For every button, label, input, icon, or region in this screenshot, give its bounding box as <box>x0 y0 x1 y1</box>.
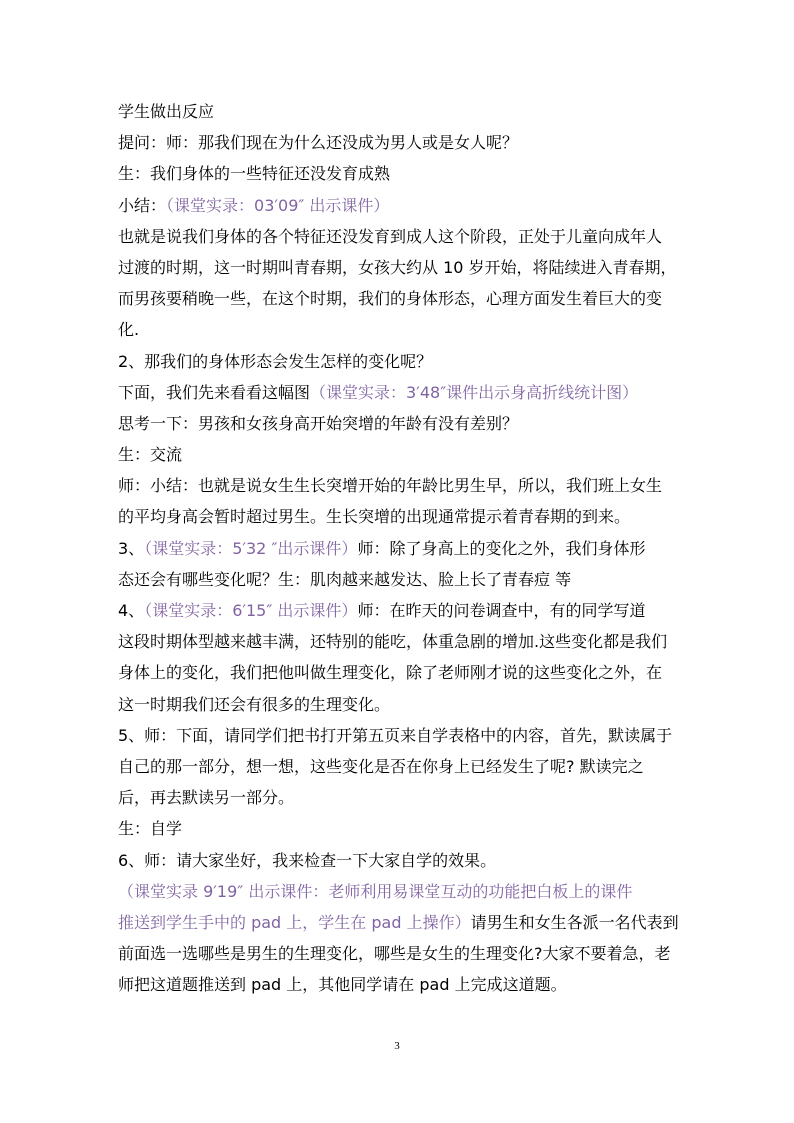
line-text: 下面，我们先来看看这幅图 <box>118 382 311 402</box>
text-line <box>118 876 678 907</box>
document-body <box>118 96 678 1000</box>
text-line <box>118 190 678 221</box>
line-text: 化. <box>118 320 140 340</box>
text-line <box>118 657 678 688</box>
page-number: 3 <box>394 1040 400 1052</box>
text-line <box>118 595 678 626</box>
line-text: 前面选一选哪些是男生的生理变化，哪些是女生的生理变化?大家不要着急，老 <box>118 944 671 964</box>
line-text: 思考一下：男孩和女孩身高开始突增的年龄有没有差别？ <box>118 413 519 433</box>
text-line <box>118 439 678 470</box>
classroom-record-note: （课堂实录 9′19″ 出示课件：老师利用易课堂互动的功能把白板上的课件 <box>118 881 633 901</box>
text-line <box>118 969 678 1000</box>
line-text: 身体上的变化，我们把他叫做生理变化，除了老师刚才说的这些变化之外，在 <box>118 663 663 683</box>
line-text: 提问：师：那我们现在为什么还没成为男人或是女人呢？ <box>118 133 519 153</box>
text-line <box>118 408 678 439</box>
classroom-record-note: （课堂实录：03′09″ 出示课件） <box>166 195 390 215</box>
line-text: 5、师：下面，请同学们把书打开第五页来自学表格中的内容，首先，默读属于 <box>118 725 673 745</box>
text-line <box>118 252 678 283</box>
line-text: 师：在昨天的问卷调查中，有的同学写道 <box>357 601 646 620</box>
line-text: 而男孩要稍晚一些，在这个时期，我们的身体形态，心理方面发生着巨大的变 <box>118 289 663 309</box>
text-line <box>118 533 678 564</box>
text-line <box>118 501 678 532</box>
text-line <box>118 377 678 408</box>
line-text: 后，再去默读另一部分。 <box>118 788 295 808</box>
line-text: 生：我们身体的一些特征还没发育成熟 <box>118 164 391 184</box>
text-line <box>118 470 678 501</box>
line-text: 学生做出反应 <box>118 102 215 121</box>
line-text: 这一时期我们还会有很多的生理变化。 <box>118 694 391 714</box>
text-line <box>118 221 678 252</box>
line-text: 2、那我们的身体形态会发生怎样的变化呢？ <box>118 351 433 371</box>
line-text: 生：交流 <box>118 445 183 465</box>
line-text: 师：小结：也就是说女生生长突增开始的年龄比男生早，所以，我们班上女生 <box>118 476 663 496</box>
line-text: 请男生和女生各派一名代表到 <box>470 912 679 932</box>
line-text: 6、师：请大家坐好，我来检查一下大家自学的效果。 <box>118 850 497 870</box>
line-text: 3、 <box>118 538 145 558</box>
line-text: 生：自学 <box>118 819 183 839</box>
text-line <box>118 283 678 314</box>
line-text: 4、 <box>118 601 145 620</box>
text-line <box>118 564 678 595</box>
text-line <box>118 813 678 844</box>
classroom-record-note: （课堂实录：3′48″课件出示身高折线统计图） <box>310 382 639 402</box>
text-line <box>118 626 678 657</box>
line-text: 过渡的时期，这一时期叫青春期，女孩大约从 10 岁开始，将陆续进入青春期， <box>118 257 677 277</box>
line-text: 师：除了身高上的变化之外，我们身体形 <box>357 538 646 558</box>
text-line <box>118 127 678 158</box>
line-text: 小结： <box>118 195 167 215</box>
text-line <box>118 158 678 189</box>
line-text: 自己的那一部分，想一想，这些变化是否在你身上已经发生了呢? 默读完之 <box>118 756 644 776</box>
text-line <box>118 346 678 377</box>
text-line <box>118 845 678 876</box>
classroom-record-note: （课堂实录：5′32 ″出示课件） <box>144 538 358 558</box>
text-line <box>118 907 678 938</box>
text-line <box>118 314 678 345</box>
line-text: 这段时期体型越来越丰满，还特别的能吃，体重急剧的增加.这些变化都是我们 <box>118 632 668 652</box>
text-line <box>118 96 678 127</box>
classroom-record-note: （课堂实录：6′15″ 出示课件） <box>144 601 358 620</box>
text-line <box>118 720 678 751</box>
text-line <box>118 751 678 782</box>
line-text: 也就是说我们身体的各个特征还没发育到成人这个阶段，正处于儿童向成年人 <box>118 226 663 246</box>
line-text: 师把这道题推送到 pad 上，其他同学请在 pad 上完成这道题。 <box>118 975 567 995</box>
line-text: 的平均身高会暂时超过男生。生长突增的出现通常提示着青春期的到来。 <box>118 507 631 527</box>
classroom-record-note: 推送到学生手中的 pad 上，学生在 pad 上操作） <box>118 912 471 932</box>
text-line <box>118 938 678 969</box>
line-text: 态还会有哪些变化呢？生：肌肉越来越发达、脸上长了青春痘 等 <box>118 569 572 589</box>
text-line <box>118 689 678 720</box>
text-line <box>118 782 678 813</box>
